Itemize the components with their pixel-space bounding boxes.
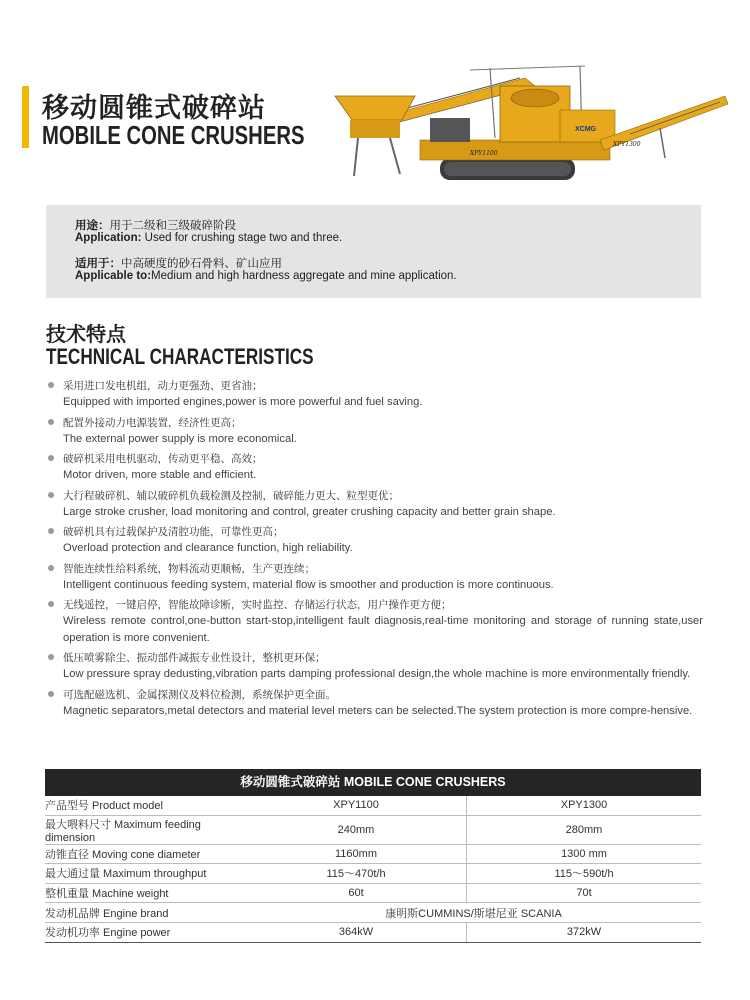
spec-label: 最大通过量 Maximum throughput [45,864,246,884]
feature-en: The external power supply is more economical. [63,432,297,445]
feature-en: Equipped with imported engines,power is more powerful and fuel saving. [63,396,423,408]
spec-label: 最大喂料尺寸 Maximum feeding dimension [45,815,246,844]
bullet-dot-icon [48,654,54,660]
table-row [45,922,701,942]
feature-item [48,597,703,646]
bullet-dot-icon [48,419,54,425]
feature-zh: 智能连续性给料系统，物料流动更顺畅，生产更连续； [63,562,315,575]
mobile-crusher-illustration [330,58,730,188]
page-title-zh: 移动圆锥式破碎站 [42,93,266,124]
spec-value-xpy1100: 1160mm [246,844,467,864]
feature-en: Wireless remote control,one-button start-stop,intelligent fault diagnosis,real-time monitoring and storage of running state,user operation is more convenient. [63,615,703,644]
machine-label-xcmg: XCMG [575,126,596,133]
bullet-dot-icon [48,601,54,607]
bullet-dot-icon [48,528,54,534]
feature-zh: 配置外接动力电源装置，经济性更高； [63,416,242,429]
spec-value-merged: 康明斯CUMMINS/斯堪尼亚 SCANIA [246,903,701,923]
feature-zh: 无线遥控，一键启停，智能故障诊断，实时监控、存储运行状态，用户操作更方便； [63,599,452,611]
tech-title-zh: 技术特点 [46,322,126,346]
page-title-en: MOBILE CONE CRUSHERS [42,120,305,150]
table-row [45,864,701,884]
applicable-label-en: Applicable to: [75,270,152,282]
title-accent-bar [22,86,29,148]
bullet-dot-icon [48,382,54,388]
spec-value-xpy1100: 60t [246,883,467,903]
table-row [45,844,701,864]
applicable-text-zh: 中高硬度的砂石骨料、矿山应用 [121,258,282,270]
spec-value-xpy1300: 1300 mm [467,844,702,864]
table-row [45,883,701,903]
application-info-box [46,205,701,298]
spec-value-xpy1300: 372kW [467,922,702,942]
machine-label-xpy1300: XPY1300 [613,141,641,148]
applicable-text-en: Medium and high hardness aggregate and mine application. [151,270,457,282]
feature-zh: 低压喷雾除尘、振动部件减振专业性设计，整机更环保； [63,652,326,664]
feature-item [48,650,703,683]
spec-label: 发动机功率 Engine power [45,922,246,942]
usage-text-en: Used for crushing stage two and three. [141,232,343,244]
usage-zh [75,217,236,233]
spec-value-xpy1300: 70t [467,883,702,903]
spec-value-xpy1300: 115～590t/h [467,864,702,884]
applicable-label-zh: 适用于： [75,258,121,270]
features-list [48,378,703,723]
feature-item [48,687,703,720]
applicable-en [75,270,457,282]
spec-value-xpy1300: 280mm [467,815,702,844]
feature-item [48,415,703,448]
feature-en: Large stroke crusher, load monitoring and control, greater crushing capacity and better grain shape. [63,505,556,518]
tech-title-en: TECHNICAL CHARACTERISTICS [46,344,314,369]
table-row [45,796,701,815]
spec-value-xpy1100: 240mm [246,815,467,844]
spec-value-xpy1100: 115～470t/h [246,864,467,884]
usage-en [75,232,342,244]
feature-en: Overload protection and clearance function, high reliability. [63,542,353,554]
table-row [45,815,701,844]
feature-item [48,488,703,521]
feature-zh: 可选配磁选机、金属探测仪及料位检测，系统保护更全面。 [63,688,336,701]
feature-item [48,561,703,594]
feature-item [48,524,703,557]
feature-zh: 破碎机采用电机驱动，传动更平稳、高效； [63,453,263,465]
spec-label: 发动机品牌 Engine brand [45,903,246,923]
usage-text-zh: 用于二级和三级破碎阶段 [109,220,236,232]
feature-item [48,451,703,484]
feature-zh: 大行程破碎机、辅以破碎机负载检测及控制，破碎能力更大、粒型更优； [63,489,399,502]
feature-zh: 采用进口发电机组，动力更强劲、更省油； [63,380,263,392]
feature-zh: 破碎机具有过载保护及清腔功能，可靠性更高； [63,526,284,538]
feature-item [48,378,703,411]
table-row [45,903,701,923]
spec-label: 动锥直径 Moving cone diameter [45,844,246,864]
feature-en: Magnetic separators,metal detectors and material level meters can be selected.The system protection is more compre-hensive. [63,704,693,717]
spec-value-xpy1100: 364kW [246,922,467,942]
spec-table [45,769,701,943]
spec-table-header: 移动圆锥式破碎站 MOBILE CONE CRUSHERS [45,769,701,796]
usage-label-zh: 用途： [75,220,110,232]
bullet-dot-icon [48,565,54,571]
spec-label: 产品型号 Product model [45,796,246,815]
feature-en: Intelligent continuous feeding system, material flow is smoother and production is more continuous. [63,578,554,591]
bullet-dot-icon [48,492,54,498]
spec-label: 整机重量 Machine weight [45,883,246,903]
machine-label-xpy1100: XPY1100 [470,150,498,157]
usage-label-en: Application: [75,232,142,244]
bullet-dot-icon [48,455,54,461]
feature-en: Low pressure spray dedusting,vibration parts damping professional design,the whole machine is more environmentally friendly. [63,668,691,680]
feature-en: Motor driven, more stable and efficient. [63,469,257,481]
applicable-zh [75,255,282,271]
spec-value-xpy1100: XPY1100 [246,796,467,815]
bullet-dot-icon [48,691,54,697]
spec-value-xpy1300: XPY1300 [467,796,702,815]
